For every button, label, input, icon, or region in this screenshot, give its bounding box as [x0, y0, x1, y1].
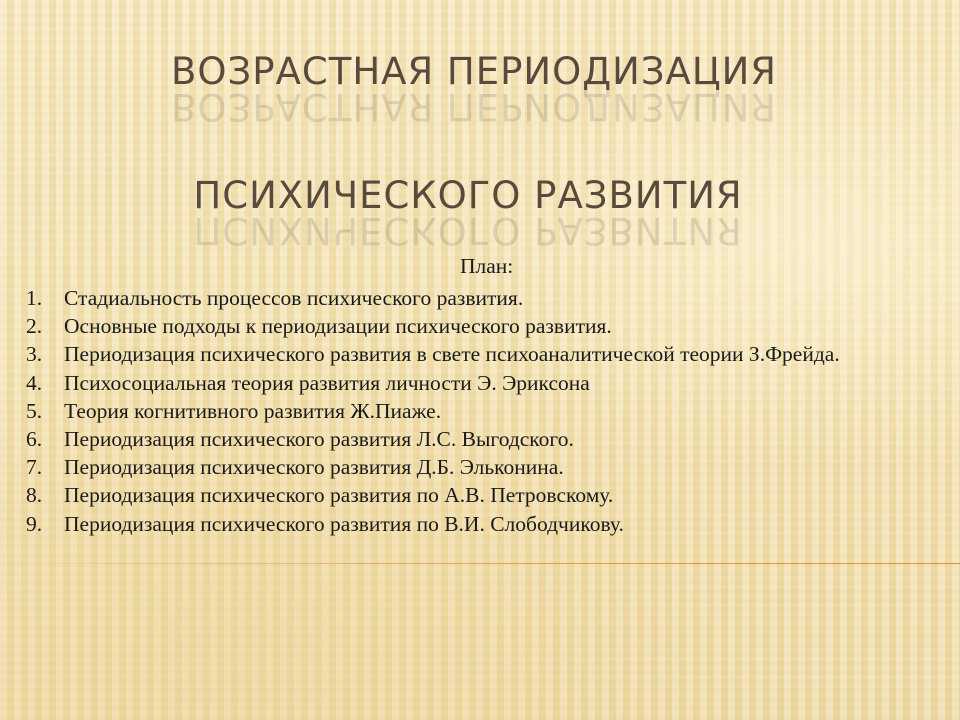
- list-item-text: Психосоциальная теория развития личности Э. Эриксона: [64, 370, 590, 395]
- list-item-number: 2.: [26, 314, 43, 339]
- list-item-number: 4.: [26, 370, 43, 395]
- list-item-text: Стадиальность процессов психического развития.: [64, 286, 524, 310]
- list-item-number: 8.: [26, 483, 43, 508]
- list-item-number: 9.: [26, 511, 43, 536]
- divider-line: [0, 563, 960, 564]
- list-item-text: Периодизация психического развития Д.Б. Эльконина.: [64, 455, 564, 480]
- list-item-number: 7.: [26, 455, 43, 480]
- title-line-1-reflection: ВОЗРАСТНАЯ ПЕРИОДИЗАЦИЯ: [171, 85, 777, 128]
- list-item-number: 5.: [26, 398, 43, 423]
- list-item-text: Основные подходы к периодизации психического развития.: [64, 314, 612, 339]
- plan-heading: План:: [460, 254, 514, 278]
- title-line-1: ВОЗРАСТНАЯ ПЕРИОДИЗАЦИЯ: [171, 50, 777, 93]
- title-line-2: ПСИХИЧЕСКОГО РАЗВИТИЯ: [193, 174, 743, 217]
- list-item-number: 3.: [26, 342, 43, 367]
- list-item-number: 1.: [26, 286, 43, 310]
- title-line-2-reflection: ПСИХИЧЕСКОГО РАЗВИТИЯ: [193, 209, 743, 252]
- list-item-text: Периодизация психического развития в свете психоаналитической теории З.Фрейда.: [64, 342, 840, 367]
- slide-title: [0, 48, 960, 252]
- list-item-text: Теория когнитивного развития Ж.Пиаже.: [64, 398, 442, 423]
- list-item-number: 6.: [26, 426, 43, 451]
- list-item-text: Периодизация психического развития по В.И. Слободчикову.: [64, 511, 624, 536]
- list-item-text: Периодизация психического развития по А.В. Петровскому.: [64, 483, 614, 508]
- list-item-text: Периодизация психического развития Л.С. Выгодского.: [64, 426, 574, 451]
